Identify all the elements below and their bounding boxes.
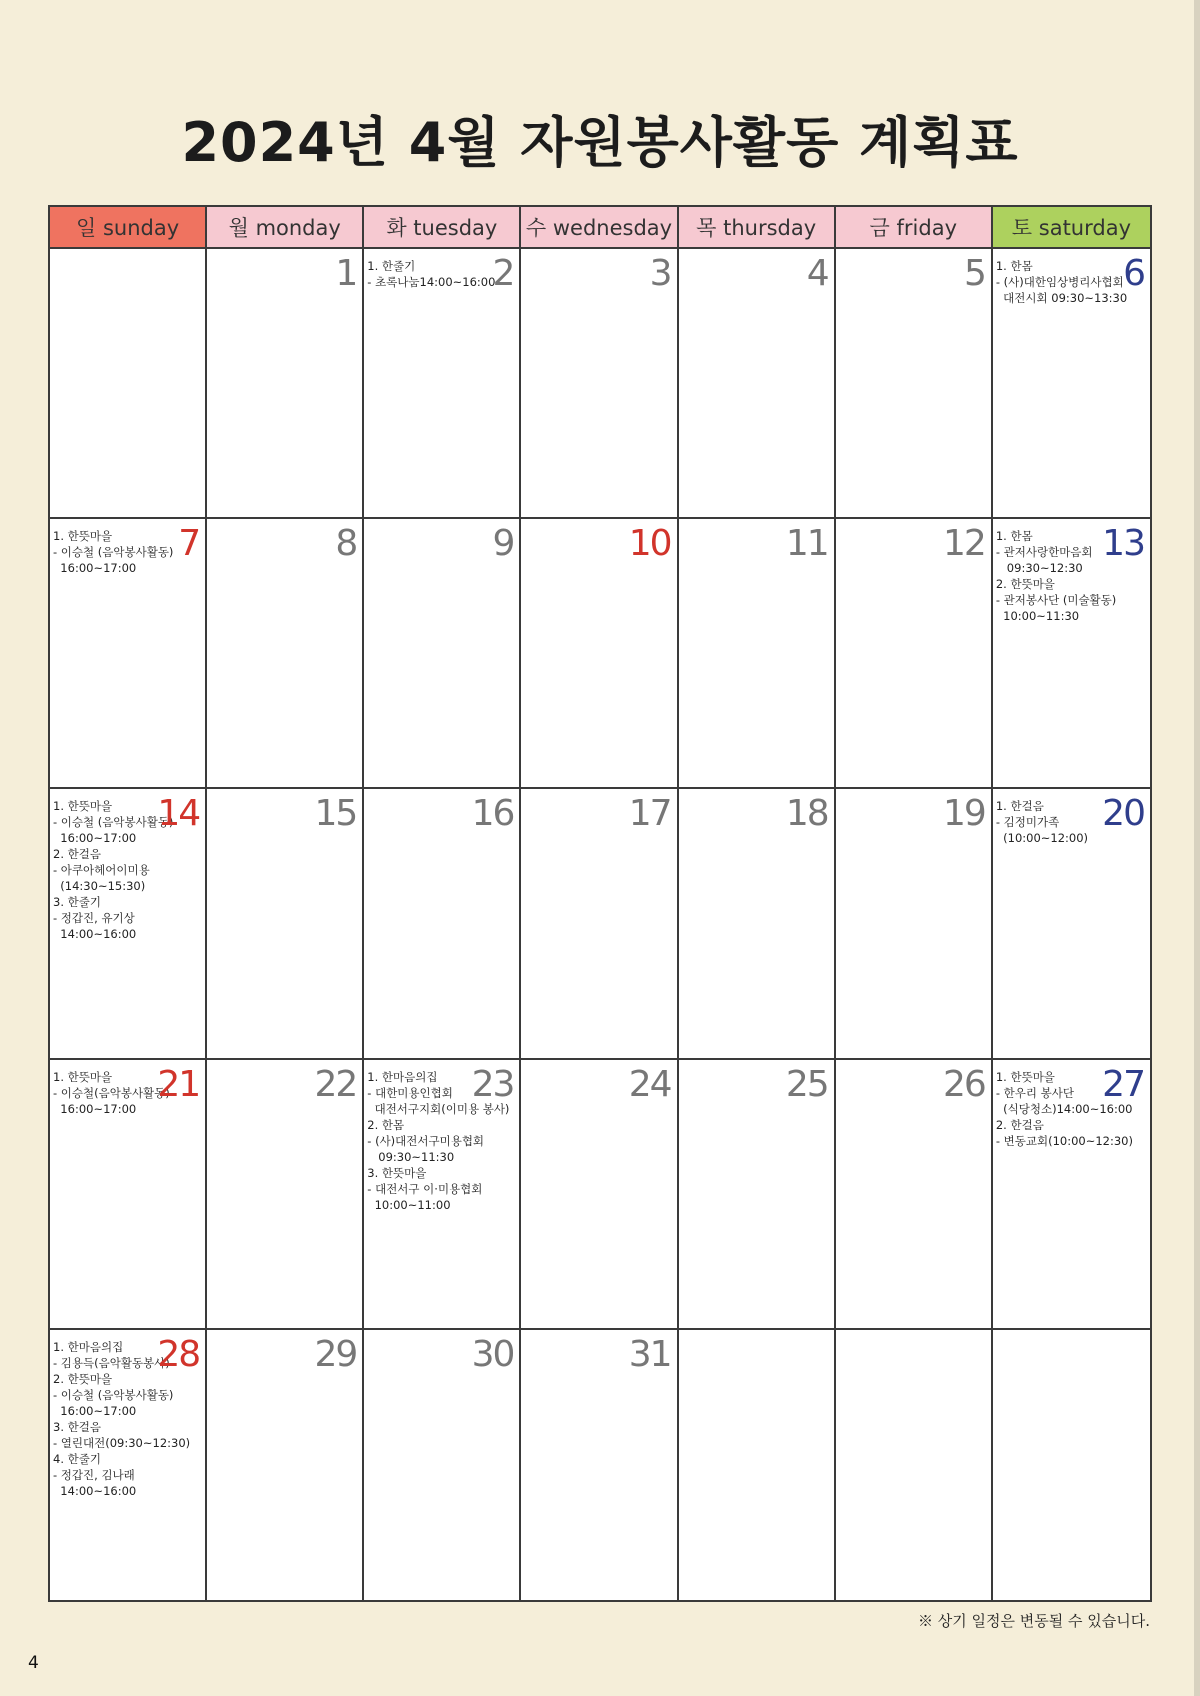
day-number: 31: [628, 1333, 671, 1375]
calendar-day-cell: [521, 1060, 678, 1330]
weekday-header-saturday: 토 saturday: [993, 207, 1150, 249]
calendar-day-cell: [364, 1060, 521, 1330]
day-number: 23: [471, 1063, 514, 1105]
day-number: 29: [314, 1333, 357, 1375]
calendar-grid: [48, 205, 1152, 1602]
day-number: 9: [492, 523, 514, 565]
calendar-day-cell: [50, 789, 207, 1059]
calendar-day-cell: [207, 1060, 364, 1330]
calendar-day-cell: [993, 249, 1150, 519]
day-number: 28: [157, 1333, 200, 1375]
page-title: 2024년 4월 자원봉사활동 계획표: [181, 111, 1019, 174]
day-events: 1. 한줄기 - 초록나눔14:00~16:00: [367, 259, 496, 289]
schedule-change-notice: ※ 상기 일정은 변동될 수 있습니다.: [918, 1612, 1150, 1630]
page-edge-stripe: [1194, 0, 1200, 1696]
day-number: 18: [785, 793, 828, 835]
page-number: 4: [28, 1653, 39, 1673]
calendar-day-cell: [836, 1330, 993, 1600]
day-number: 11: [785, 523, 828, 565]
calendar-day-cell: [521, 249, 678, 519]
calendar-day-cell: [679, 1060, 836, 1330]
day-number: 14: [157, 793, 200, 835]
calendar-day-cell: [521, 1330, 678, 1600]
day-number: 1: [335, 253, 357, 294]
day-number: 4: [806, 253, 828, 294]
calendar-day-cell: [836, 249, 993, 519]
day-events: 1. 한마음의집 - 김용득(음악활동봉사) 2. 한뜻마을 - 이승철 (음악봉사활동) 16:00~17:00 3. 한걸음 - 열린대전(09:30~12:30) 4. 한줄기 - 정갑진, 김나래 14:00~16:00: [53, 1339, 191, 1498]
calendar-day-cell: [364, 249, 521, 519]
day-events: 1. 한걸음 - 김정미가족 (10:00~12:00): [995, 799, 1089, 846]
day-number: 21: [157, 1063, 200, 1105]
weekday-header-friday: 금 friday: [836, 207, 993, 249]
day-events: 1. 한뜻마을 - 이승철(음악봉사활동) 16:00~17:00: [53, 1069, 170, 1116]
calendar-day-cell: [679, 789, 836, 1059]
calendar-day-cell: [521, 519, 678, 789]
weekday-header-monday: 월 monday: [207, 207, 364, 249]
day-number: 5: [963, 253, 985, 294]
day-number: 7: [178, 523, 200, 565]
weekday-header-thursday: 목 thursday: [679, 207, 836, 249]
day-number: 30: [471, 1333, 514, 1375]
day-number: 13: [1102, 523, 1144, 565]
day-number: 16: [471, 793, 514, 835]
day-number: 3: [649, 253, 671, 294]
day-number: 8: [335, 523, 357, 565]
day-number: 15: [314, 793, 357, 835]
weekday-header-sunday: 일 sunday: [50, 207, 207, 249]
calendar-day-cell: [993, 1060, 1150, 1330]
calendar-day-cell: [836, 1060, 993, 1330]
calendar-day-cell: [993, 519, 1150, 789]
day-number: 20: [1102, 793, 1144, 835]
calendar-day-cell: [50, 249, 207, 519]
calendar-day-cell: [364, 519, 521, 789]
calendar-day-cell: [50, 1060, 207, 1330]
day-number: 19: [943, 793, 985, 835]
day-events: 1. 한몸 - (사)대한임상병리사협회 대전시회 09:30~13:30: [995, 259, 1128, 305]
calendar-day-cell: [207, 519, 364, 789]
calendar-day-cell: [50, 1330, 207, 1600]
calendar-day-cell: [993, 1330, 1150, 1600]
calendar-day-cell: [679, 1330, 836, 1600]
day-number: 6: [1123, 253, 1144, 294]
calendar-day-cell: [50, 519, 207, 789]
day-number: 25: [785, 1063, 828, 1105]
calendar-day-cell: [521, 789, 678, 1059]
day-number: 26: [943, 1063, 985, 1105]
calendar-day-cell: [207, 1330, 364, 1600]
day-events: 1. 한뜻마을 - 이승철 (음악봉사활동) 16:00~17:00 2. 한걸음 - 아쿠아헤어이미용 (14:30~15:30) 3. 한줄기 - 정갑진, 유기상 14:00~16:00: [53, 799, 174, 942]
day-events: 1. 한뜻마을 - 한우리 봉사단 (식당청소)14:00~16:00 2. 한걸음 - 변동교회(10:00~12:30): [995, 1069, 1133, 1148]
calendar-day-cell: [836, 789, 993, 1059]
day-number: 24: [628, 1063, 671, 1105]
day-number: 2: [492, 253, 514, 294]
day-number: 22: [314, 1063, 357, 1105]
calendar-day-cell: [207, 249, 364, 519]
day-number: 10: [628, 523, 671, 565]
calendar-day-cell: [364, 1330, 521, 1600]
calendar-day-cell: [364, 789, 521, 1059]
day-number: 12: [943, 523, 985, 565]
day-number: 27: [1102, 1063, 1144, 1105]
calendar-day-cell: [836, 519, 993, 789]
day-number: 17: [628, 793, 671, 835]
day-events: 1. 한마음의집 - 대한미용인협회 대전서구지회(이미용 봉사) 2. 한몸 - (사)대전서구미용협회 09:30~11:30 3. 한뜻마을 - 대전서구 이·미용협회 10:00~11:00: [367, 1069, 510, 1212]
calendar-day-cell: [679, 249, 836, 519]
day-events: 1. 한뜻마을 - 이승철 (음악봉사활동) 16:00~17:00: [53, 529, 174, 576]
calendar-day-cell: [679, 519, 836, 789]
day-events: 1. 한몸 - 관저사랑한마음회 09:30~12:30 2. 한뜻마을 - 관저봉사단 (미술활동) 10:00~11:30: [995, 529, 1117, 624]
calendar-day-cell: [207, 789, 364, 1059]
weekday-header-wednesday: 수 wednesday: [521, 207, 678, 249]
weekday-header-tuesday: 화 tuesday: [364, 207, 521, 249]
calendar-day-cell: [993, 789, 1150, 1059]
